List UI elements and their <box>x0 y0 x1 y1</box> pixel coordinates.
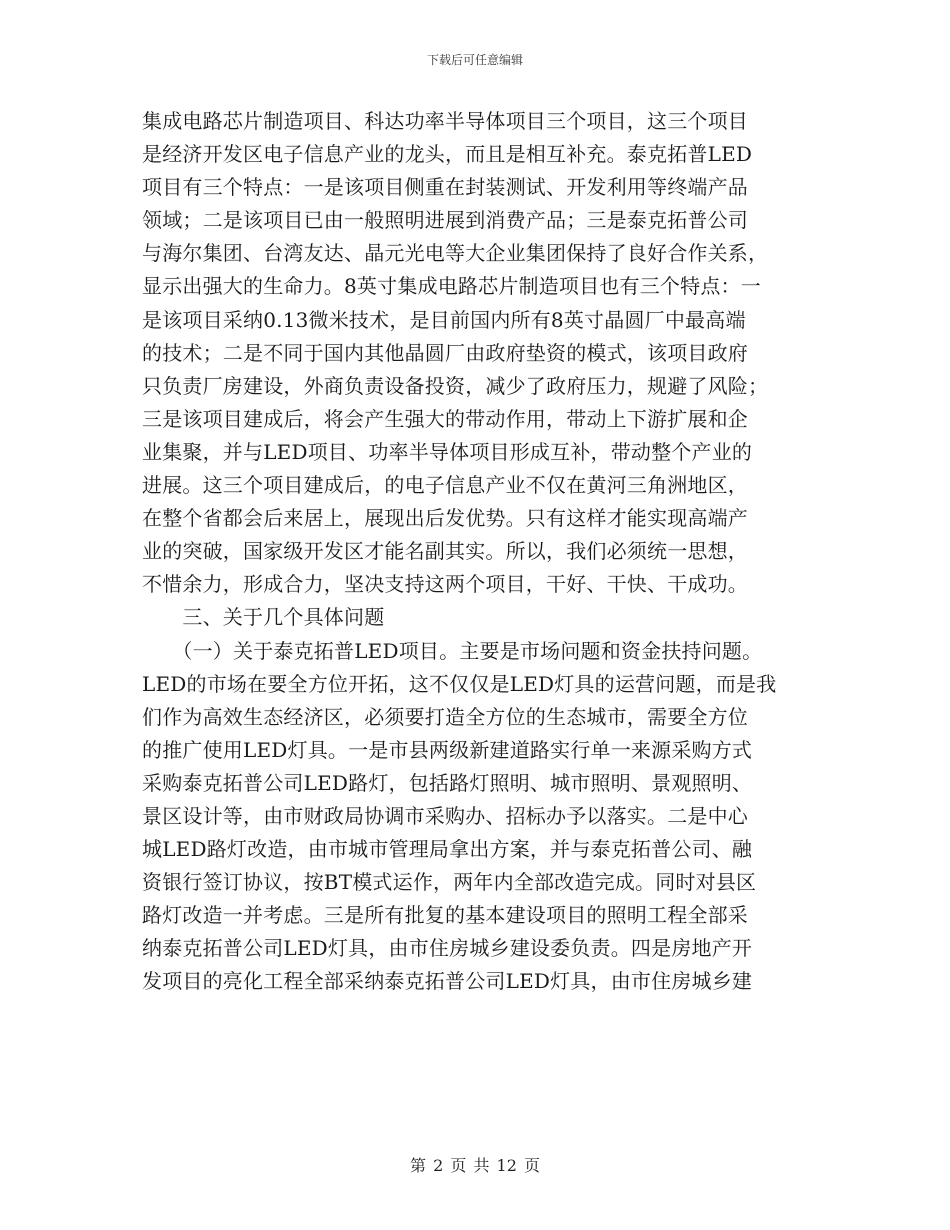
text-line: 是该项目采纳0.13微米技术，是目前国内所有8英寸晶圆厂中最高端 <box>142 307 746 332</box>
text-line: 采购泰克拓普公司LED路灯，包括路灯照明、城市照明、景观照明、 <box>142 770 753 795</box>
text-line: 业集聚，并与LED项目、功率半导体项目形成互补，带动整个产业的 <box>142 439 753 464</box>
text-line: 景区设计等，由市财政局协调市采购办、招标办予以落实。二是中心 <box>142 803 748 828</box>
text-line: 在整个省都会后来居上，展现出后发优势。只有这样才能实现高端产 <box>142 506 748 531</box>
text-line: 的技术；二是不同于国内其他晶圆厂由政府垫资的模式，该项目政府 <box>142 340 748 365</box>
text-line: 集成电路芯片制造项目、科达功率半导体项目三个项目，这三个项目 <box>142 109 748 133</box>
text-line: 路灯改造一并考虑。三是所有批复的基本建设项目的照明工程全部采 <box>142 903 748 928</box>
page-header: 下载后可任意编辑 <box>426 53 523 67</box>
text-line: 们作为高效生态经济区，必须要打造全方位的生态城市，需要全方位 <box>142 704 748 729</box>
text-line: 显示出强大的生命力。8英寸集成电路芯片制造项目也有三个特点：一 <box>142 274 761 299</box>
text-line: 城LED路灯改造，由市城市管理局拿出方案，并与泰克拓普公司、融 <box>142 837 753 862</box>
text-line: 资银行签订协议，按BT模式运作，两年内全部改造完成。同时对县区 <box>142 870 757 895</box>
page-footer: 第 2 页 共 12 页 <box>410 1156 540 1175</box>
text-line: （一）关于泰克拓普LED项目。主要是市场问题和资金扶持问题。 <box>142 638 763 663</box>
body-text <box>142 105 822 999</box>
text-line: 不惜余力，形成合力，坚决支持这两个项目，干好、干快、干成功。 <box>142 572 748 597</box>
text-line: 与海尔集团、台湾友达、晶元光电等大企业集团保持了良好合作关系， <box>142 241 769 266</box>
text-line: 发项目的亮化工程全部采纳泰克拓普公司LED灯具，由市住房城乡建 <box>142 969 753 994</box>
text-line: 只负责厂房建设，外商负责设备投资，减少了政府压力，规避了风险； <box>142 373 769 398</box>
text-line: 三、关于几个具体问题 <box>142 605 385 630</box>
text-line: 进展。这三个项目建成后，的电子信息产业不仅在黄河三角洲地区， <box>142 473 748 498</box>
text-line: 业的突破，国家级开发区才能名副其实。所以，我们必须统一思想， <box>142 539 748 564</box>
text-line: LED的市场在要全方位开拓，这不仅仅是LED灯具的运营问题，而是我 <box>142 671 777 696</box>
text-line: 项目有三个特点：一是该项目侧重在封装测试、开发利用等终端产品 <box>142 175 748 200</box>
text-line: 纳泰克拓普公司LED灯具，由市住房城乡建设委负责。四是房地产开 <box>142 936 753 961</box>
text-line: 三是该项目建成后，将会产生强大的带动作用，带动上下游扩展和企 <box>142 406 748 431</box>
text-line: 的推广使用LED灯具。一是市县两级新建道路实行单一来源采购方式 <box>142 737 753 762</box>
text-line: 是经济开发区电子信息产业的龙头，而且是相互补充。泰克拓普LED <box>142 142 753 167</box>
text-line: 领域；二是该项目已由一般照明进展到消费产品；三是泰克拓普公司 <box>142 208 748 233</box>
